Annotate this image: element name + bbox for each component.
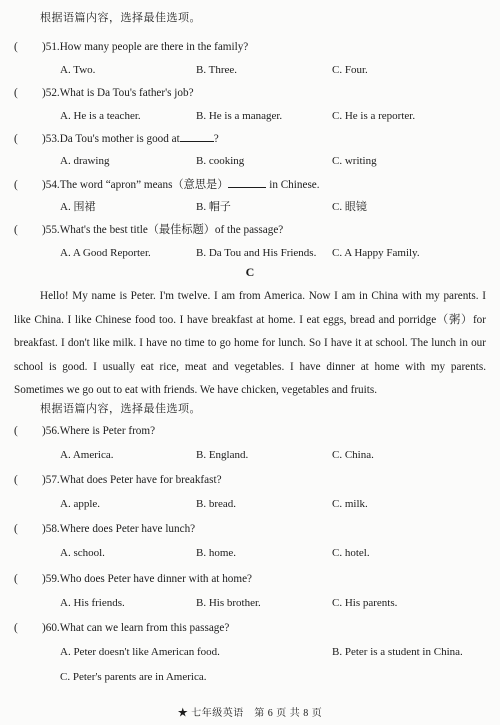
question-58	[14, 522, 195, 536]
option-b: B. home.	[196, 547, 237, 559]
passage-text: Hello! My name is Peter. I'm twelve. I am from America. Now I am in China with my parents. I like China. I like Chinese food too. I have breakfast at home. I eat eggs, bread and porridge（粥）for breakfast. I don't like milk. I have no time to go home for lunch. So I have it at school. The lunch in our school is good. I usually eat rice, meat and vegetables. I have dinner at home with my parents. Sometimes we go out to eat with friends. We have chicken, vegetables and fruits.	[14, 290, 486, 397]
question-text: )58.Where does Peter have lunch?	[42, 523, 196, 535]
option-b: B. bread.	[196, 498, 237, 510]
option-a: A. He is a teacher.	[60, 110, 141, 122]
question-60	[14, 621, 229, 635]
option-c: C. writing	[332, 155, 377, 167]
question-text: )57.What does Peter have for breakfast?	[42, 474, 222, 486]
question-57	[14, 473, 222, 487]
option-c: C. China.	[332, 449, 374, 461]
question-text-end: in Chinese.	[266, 179, 320, 191]
question-text: )52.What is Da Tou's father's job?	[42, 87, 194, 99]
answer-blank[interactable]	[180, 131, 214, 142]
answer-paren: (	[14, 224, 18, 236]
option-b: B. Da Tou and His Friends.	[196, 247, 317, 259]
option-b: B. Peter is a student in China.	[332, 646, 463, 658]
answer-paren: (	[14, 133, 18, 145]
answer-paren: (	[14, 87, 18, 99]
option-c: C. His parents.	[332, 597, 398, 609]
answer-paren: (	[14, 425, 18, 437]
option-a: A. His friends.	[60, 597, 125, 609]
option-a: A. 围裙	[60, 201, 96, 213]
question-52	[14, 86, 194, 100]
instruction-text: 根据语篇内容，选择最佳选项。	[40, 403, 201, 415]
option-a: A. Two.	[60, 64, 96, 76]
question-59	[14, 572, 252, 586]
option-a: A. A Good Reporter.	[60, 247, 151, 259]
question-text: )59.Who does Peter have dinner with at home?	[42, 573, 253, 585]
question-text-end: ?	[213, 133, 219, 145]
option-a: A. drawing	[60, 155, 110, 167]
question-text: )55.What's the best title（最佳标题）of the passage?	[42, 224, 284, 236]
answer-paren: (	[14, 41, 18, 53]
question-text: )51.How many people are there in the family?	[42, 41, 249, 53]
question-53	[14, 131, 219, 146]
option-b: B. cooking	[196, 155, 245, 167]
section-heading: C	[245, 265, 255, 279]
option-b: B. 帽子	[196, 201, 231, 213]
option-b: B. England.	[196, 449, 249, 461]
option-a: A. Peter doesn't like American food.	[60, 646, 220, 658]
question-54	[14, 177, 320, 192]
answer-paren: (	[14, 179, 18, 191]
option-b: B. His brother.	[196, 597, 261, 609]
answer-paren: (	[14, 573, 18, 585]
question-51	[14, 40, 248, 54]
question-56	[14, 424, 155, 438]
option-b: B. Three.	[196, 64, 238, 76]
question-text: )53.Da Tou's mother is good at	[42, 133, 180, 145]
option-c: C. He is a reporter.	[332, 110, 416, 122]
option-c: C. milk.	[332, 498, 368, 510]
question-text: )54.The word “apron” means（意思是）	[42, 179, 229, 191]
question-text: )60.What can we learn from this passage?	[42, 622, 230, 634]
option-c: C. Four.	[332, 64, 368, 76]
answer-blank[interactable]	[228, 177, 266, 188]
option-a: A. school.	[60, 547, 105, 559]
option-c: C. A Happy Family.	[332, 247, 420, 259]
option-c: C. Peter's parents are in America.	[60, 671, 207, 683]
option-c: C. hotel.	[332, 547, 370, 559]
answer-paren: (	[14, 474, 18, 486]
page-footer: ★ 七年级英语 第 6 页 共 8 页	[177, 708, 323, 719]
question-text: )56.Where is Peter from?	[42, 425, 156, 437]
instruction-text: 根据语篇内容，选择最佳选项。	[40, 12, 201, 24]
answer-paren: (	[14, 622, 18, 634]
option-c: C. 眼镜	[332, 201, 367, 213]
option-b: B. He is a manager.	[196, 110, 283, 122]
option-a: A. America.	[60, 449, 114, 461]
question-55	[14, 223, 283, 237]
answer-paren: (	[14, 523, 18, 535]
option-a: A. apple.	[60, 498, 101, 510]
